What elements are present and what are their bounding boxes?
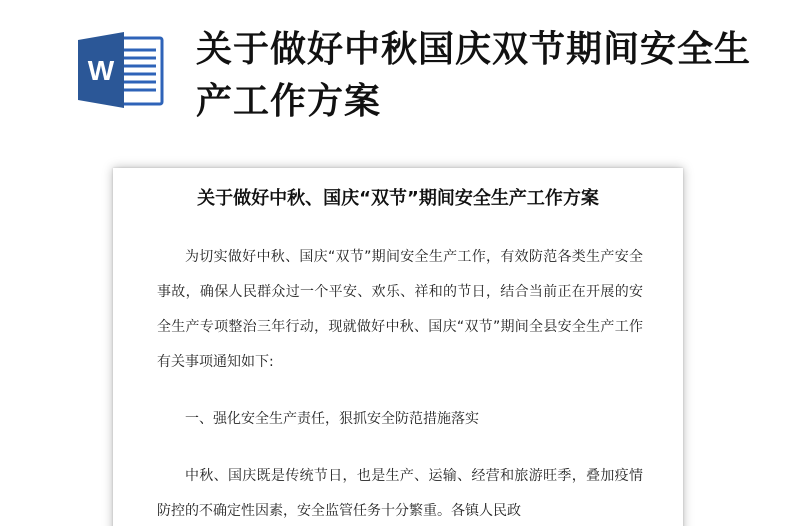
header-banner bbox=[0, 0, 800, 140]
section-1-heading: 一、强化安全生产责任，狠抓安全防范措施落实 bbox=[185, 411, 479, 427]
intro-paragraph: 为切实做好中秋、国庆“双节”期间安全生产工作，有效防范各类生产安全事故，确保人民群众过一个平安、欢乐、祥和的节日，结合当前正在开展的安全生产专项整治三年行动，现就做好中秋、国庆“双节”期间全县安全生产工作有关事项通知如下: bbox=[157, 249, 643, 370]
header-title: 关于做好中秋国庆双节期间安全生产工作方案 bbox=[196, 29, 752, 122]
word-document-icon bbox=[76, 30, 166, 110]
word-icon-graphic bbox=[76, 30, 166, 110]
word-icon-letter: W bbox=[87, 55, 115, 86]
document-sheet bbox=[113, 168, 683, 526]
section-1-paragraph: 中秋、国庆既是传统节日，也是生产、运输、经营和旅游旺季，叠加疫情防控的不确定性因素，安全监管任务十分繁重。各镇人民政 bbox=[157, 468, 643, 519]
document-body bbox=[157, 240, 643, 526]
document-title: 关于做好中秋、国庆“双节”期间安全生产工作方案 bbox=[197, 188, 599, 209]
